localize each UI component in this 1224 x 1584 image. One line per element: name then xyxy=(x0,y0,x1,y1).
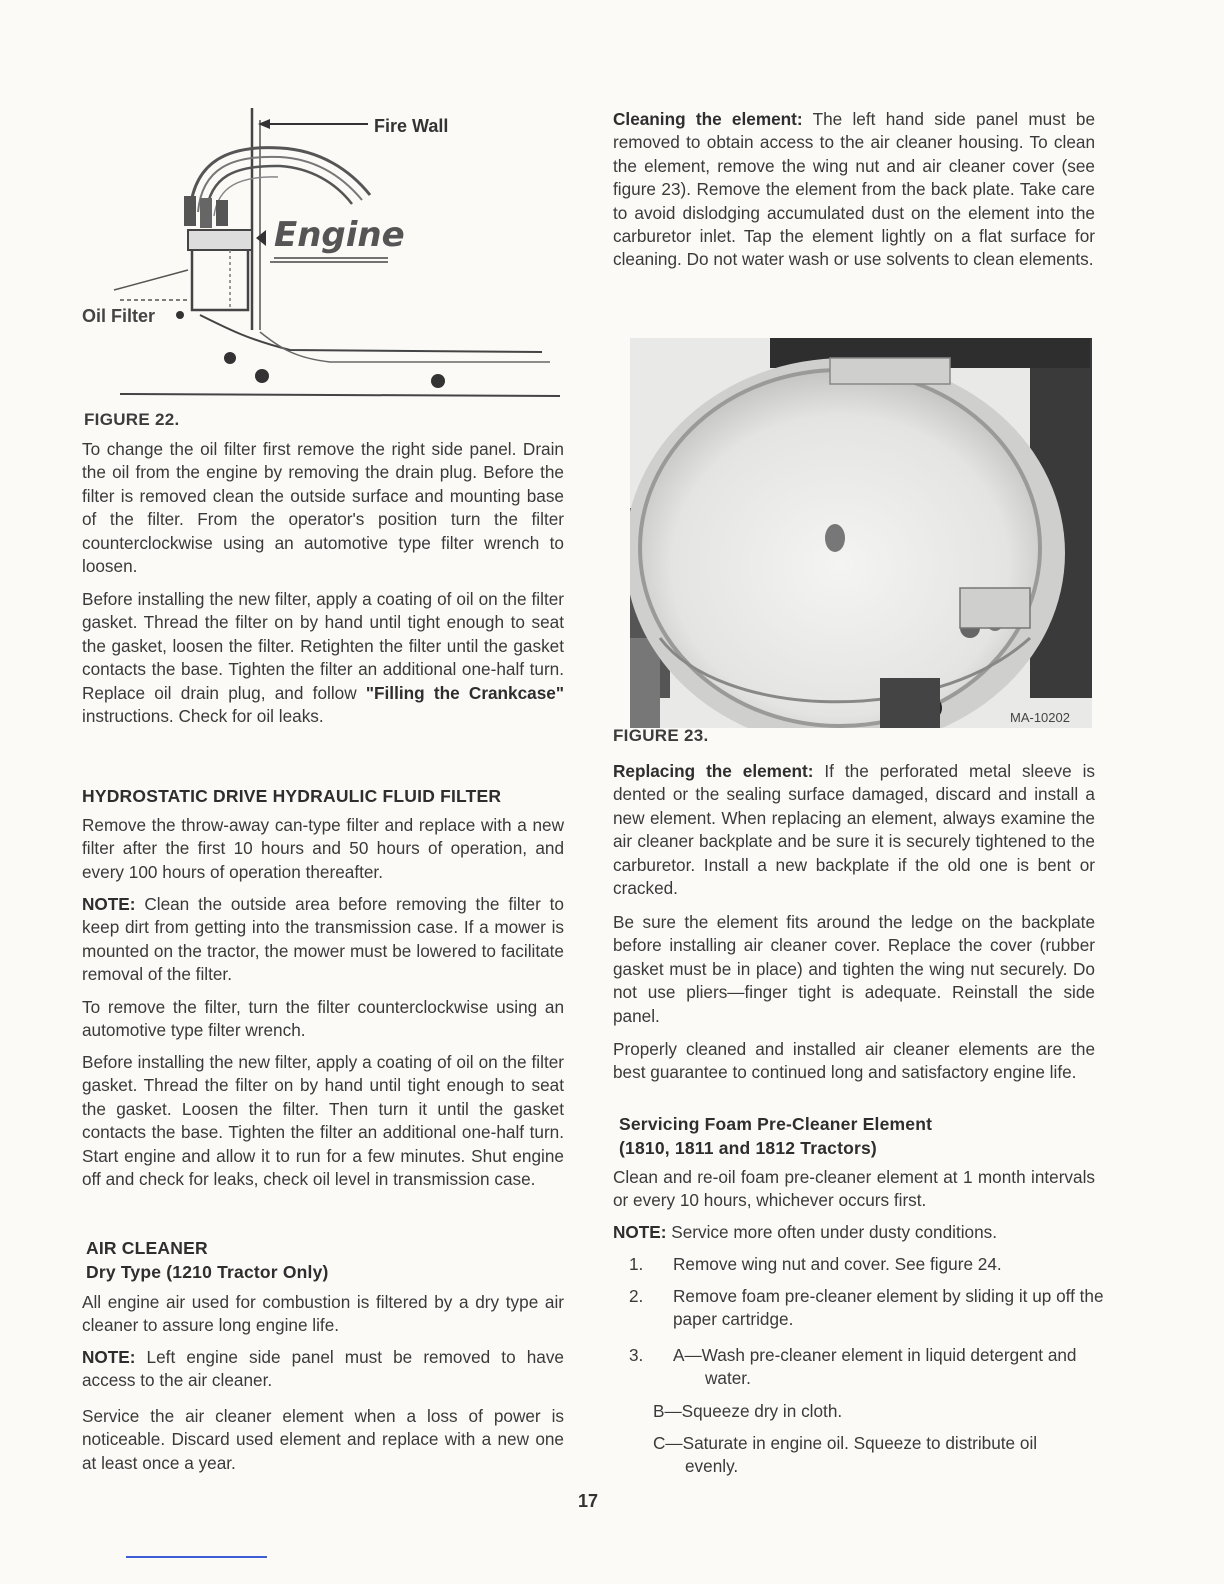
list-item: 3. A—Wash pre-cleaner element in liquid detergent and water. xyxy=(629,1345,1077,1389)
ledge-paragraph: Be sure the element fits around the ledge on the backplate before installing air cleaner cover. Replace the cover (rubber gasket must be in place) and tighten the wing nut securely. Do not use pliers—finger tight is adequate. Reinstall the side panel. xyxy=(613,912,1095,1026)
hydrostatic-paragraph: Remove the throw-away can-type filter and replace with a new filter after the first 10 hours and 50 hours of operation, and every 100 hours of operation thereafter. xyxy=(82,815,564,882)
bottom-rule xyxy=(126,1556,267,1558)
list-item: 2. Remove foam pre-cleaner element by sliding it up off the paper cartridge. xyxy=(629,1286,1104,1330)
install-filter-paragraph: Before installing the new filter, apply a coating of oil on the filter gasket. Thread the filter on by hand until tight enough to seat the gasket. Loosen the filter. Then turn it until the gasket contacts the base. Tighten the filter an additional one-half turn. Start engine and allow it to run for a few minutes. Shut engine off and check for leaks, check oil level in transmission case. xyxy=(82,1052,564,1190)
guarantee-paragraph: Properly cleaned and installed air cleaner elements are the best guarantee to continued long and satisfactory engine life. xyxy=(613,1039,1095,1083)
figure-23-photo xyxy=(630,338,1092,728)
new-filter-paragraph: Before installing the new filter, apply a coating of oil on the filter gasket. Thread the filter on by hand until tight enough to seat the gasket, loosen the filter. Retighten the filter until the gasket contacts the base. Tighten the filter an additional one-half turn. Replace oil drain plug, and follow "Filling the Crankcase" instructions. Check for oil leaks. xyxy=(82,589,565,727)
list-item: 1. Remove wing nut and cover. See figure 24. xyxy=(629,1254,1002,1274)
dry-type-heading: Dry Type (1210 Tractor Only) xyxy=(86,1262,329,1282)
figure-23-caption: FIGURE 23. xyxy=(613,726,709,745)
remove-filter-paragraph: To remove the filter, turn the filter counterclockwise using an automotive type filter wrench. xyxy=(82,997,564,1041)
foam-subheading: (1810, 1811 and 1812 Tractors) xyxy=(619,1138,877,1158)
service-paragraph: Service the air cleaner element when a loss of power is noticeable. Discard used element and replace with a new one at least once a year. xyxy=(82,1406,564,1473)
fire-wall-label: Fire Wall xyxy=(374,116,449,136)
sub-step-b: B—Squeeze dry in cloth. xyxy=(653,1401,843,1421)
engine-label: Engine xyxy=(274,215,405,255)
oil-filter-paragraph: To change the oil filter first remove the right side panel. Drain the oil from the engine by removing the drain plug. Before the filter is removed clean the outside surface and mounting base of the filter. From the operator's position turn the filter counterclockwise using an automotive type filter wrench to loosen. xyxy=(82,439,564,577)
air-cleaner-paragraph: All engine air used for combustion is filtered by a dry type air cleaner to assure long engine life. xyxy=(82,1292,564,1336)
oil-filter-label: Oil Filter xyxy=(82,306,156,326)
foam-heading: Servicing Foam Pre-Cleaner Element xyxy=(619,1114,933,1134)
note-side-panel: NOTE: Left engine side panel must be removed to have access to the air cleaner. xyxy=(82,1347,564,1391)
figure-22-diagram xyxy=(80,100,570,410)
note-transmission: NOTE: Clean the outside area before removing the filter to keep dirt from getting into the transmission case. If a mower is mounted on the tractor, the mower must be lowered to facilitate removal of the filter. xyxy=(82,894,564,985)
hydrostatic-heading: HYDROSTATIC DRIVE HYDRAULIC FLUID FILTER xyxy=(82,786,502,806)
air-cleaner-heading: AIR CLEANER xyxy=(86,1238,208,1258)
foam-paragraph: Clean and re-oil foam pre-cleaner element at 1 month intervals or every 10 hours, whichever occurs first. xyxy=(613,1167,1095,1211)
photo-code: MA-10202 xyxy=(1010,710,1070,725)
replacing-element-paragraph: Replacing the element: If the perforated metal sleeve is dented or the sealing surface damaged, discard and install a new element. When replacing an element, always examine the air cleaner backplate and be sure it is securely tightened to the carburetor. Install a new backplate if the old one is bent or cracked. xyxy=(613,761,1095,899)
note-dusty: NOTE: Service more often under dusty conditions. xyxy=(613,1222,998,1242)
page-number: 17 xyxy=(578,1491,599,1511)
sub-step-c: C—Saturate in engine oil. Squeeze to distribute oil evenly. xyxy=(653,1433,1038,1477)
cleaning-element-paragraph: Cleaning the element: The left hand side panel must be removed to obtain access to the air cleaner housing. To clean the element, remove the wing nut and air cleaner cover (see figure 23). Remove the element from the back plate. Take care to avoid dislodging accumulated dust on the element into the carburetor inlet. Tap the element lightly on a flat surface for cleaning. Do not water wash or use solvents to clean elements. xyxy=(613,109,1096,270)
figure-22-caption: FIGURE 22. xyxy=(84,410,180,429)
